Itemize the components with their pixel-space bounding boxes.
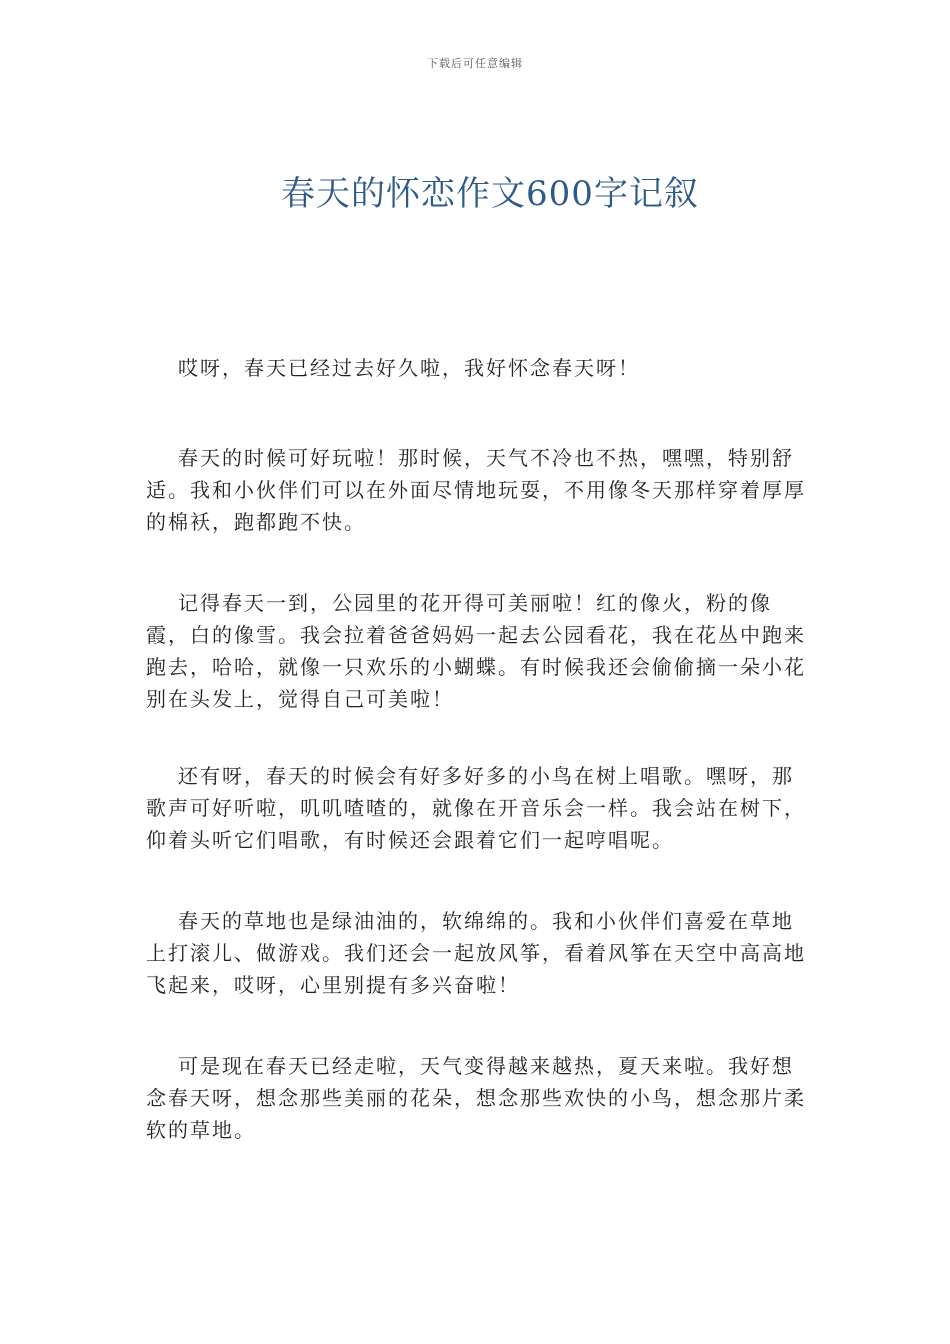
paragraph: 记得春天一到，公园里的花开得可美丽啦！红的像火，粉的像霞，白的像雪。我会拉着爸爸妈妈一起去公园看花，我在花丛中跑来跑去，哈哈，就像一只欢乐的小蝴蝶。有时候我还会偷偷摘一朵小花别在头发上，觉得自己可美啦！ [146, 591, 806, 711]
page-title: 春天的怀恋作文600字记叙 [281, 174, 699, 214]
paragraph: 春天的草地也是绿油油的，软绵绵的。我和小伙伴们喜爱在草地上打滚儿、做游戏。我们还会一起放风筝，看着风筝在天空中高高地飞起来，哎呀，心里别提有多兴奋啦！ [146, 909, 806, 997]
paragraph: 还有呀，春天的时候会有好多好多的小鸟在树上唱歌。嘿呀，那歌声可好听啦，叽叽喳喳的，就像在开音乐会一样。我会站在树下，仰着头听它们唱歌，有时候还会跟着它们一起哼唱呢。 [146, 764, 806, 852]
paragraph: 哎呀，春天已经过去好久啦，我好怀念春天呀！ [178, 356, 640, 380]
page-header-note: 下载后可任意编辑 [427, 57, 523, 70]
paragraph: 春天的时候可好玩啦！那时候，天气不冷也不热，嘿嘿，特别舒适。我和小伙伴们可以在外面尽情地玩耍，不用像冬天那样穿着厚厚的棉袄，跑都跑不快。 [146, 446, 806, 534]
paragraph: 可是现在春天已经走啦，天气变得越来越热，夏天来啦。我好想念春天呀，想念那些美丽的花朵，想念那些欢快的小鸟，想念那片柔软的草地。 [146, 1054, 806, 1142]
